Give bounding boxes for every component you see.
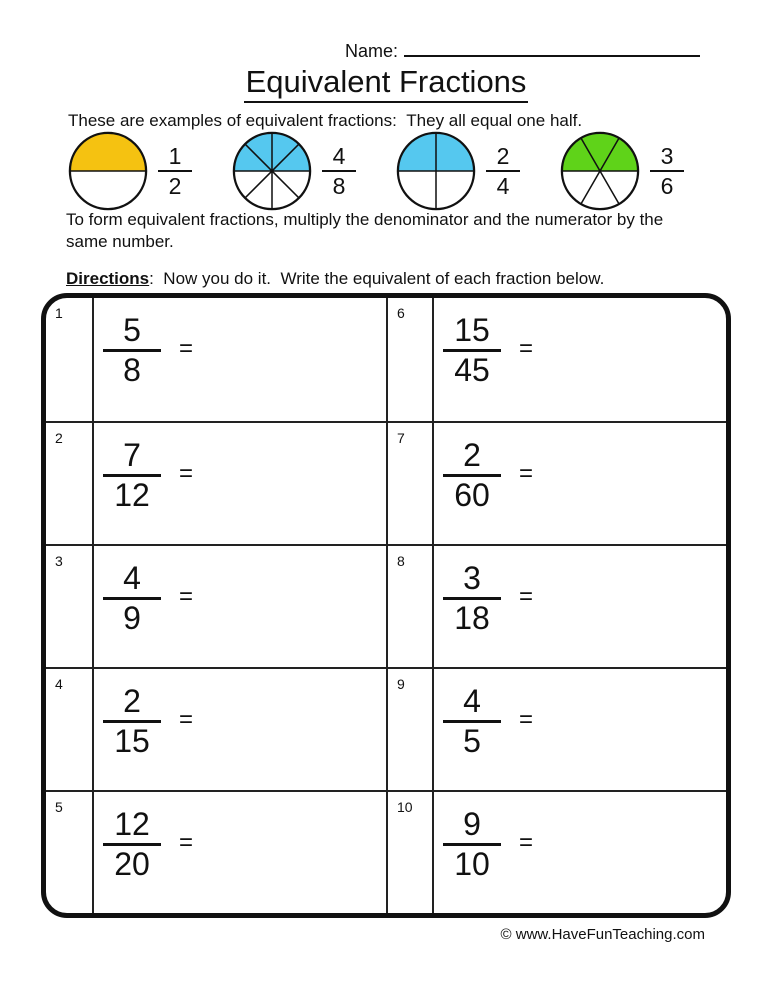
problem-fraction — [103, 806, 161, 883]
fraction-numerator: 5 — [103, 312, 161, 352]
fraction-numerator: 1 — [158, 142, 192, 172]
problem-cell — [434, 546, 726, 667]
equals-sign: = — [179, 335, 194, 362]
fraction-circle-sixths-icon — [560, 131, 640, 211]
table-row — [46, 667, 726, 790]
fraction-numerator: 2 — [486, 142, 520, 172]
fraction-denominator: 2 — [168, 173, 182, 199]
fraction-numerator: 15 — [443, 312, 501, 352]
fraction-denominator: 5 — [463, 723, 481, 759]
fraction-denominator: 4 — [496, 173, 510, 199]
problem-cell — [94, 792, 386, 913]
name-blank-line — [404, 38, 700, 57]
equals-sign: = — [519, 460, 534, 487]
equals-sign: = — [519, 829, 534, 856]
problem-cell — [434, 298, 726, 421]
example-three-sixths — [560, 131, 684, 211]
fraction-numerator: 2 — [103, 683, 161, 723]
problem-number: 10 — [386, 792, 434, 913]
problems-table — [41, 293, 731, 918]
fraction-denominator: 10 — [454, 846, 490, 882]
fraction-circle-quarters-icon — [396, 131, 476, 211]
problem-cell — [434, 669, 726, 790]
fraction-denominator: 18 — [454, 600, 490, 636]
problem-cell — [434, 792, 726, 913]
name-label: Name: — [344, 41, 398, 61]
fraction-numerator: 4 — [103, 560, 161, 600]
example-one-half — [68, 131, 192, 211]
problem-cell — [94, 423, 386, 544]
problem-number: 6 — [386, 298, 434, 421]
problem-number: 1 — [46, 298, 94, 421]
directions-label: Directions — [66, 269, 150, 288]
problem-fraction — [443, 312, 501, 389]
fraction-numerator: 3 — [443, 560, 501, 600]
problem-cell — [434, 423, 726, 544]
table-row — [46, 790, 726, 913]
fraction-denominator: 20 — [114, 846, 150, 882]
fraction-denominator: 9 — [123, 600, 141, 636]
problem-number: 3 — [46, 546, 94, 667]
fraction-denominator: 60 — [454, 477, 490, 513]
fraction-denominator: 45 — [454, 352, 490, 388]
problem-fraction — [103, 683, 161, 760]
table-row — [46, 544, 726, 667]
directions-text: : Now you do it. Write the equivalent of each fraction below. — [149, 269, 605, 288]
table-row — [46, 421, 726, 544]
fraction-numerator: 7 — [103, 437, 161, 477]
problem-fraction — [103, 312, 161, 389]
problem-cell — [94, 298, 386, 421]
problem-number: 7 — [386, 423, 434, 544]
equals-sign: = — [519, 583, 534, 610]
fraction-label — [158, 142, 192, 200]
problem-cell — [94, 669, 386, 790]
name-row — [0, 38, 700, 62]
equals-sign: = — [179, 829, 194, 856]
fraction-numerator: 4 — [322, 142, 356, 172]
fraction-circle-eighths-icon — [232, 131, 312, 211]
equals-sign: = — [179, 583, 194, 610]
fraction-label — [322, 142, 356, 200]
problem-number: 8 — [386, 546, 434, 667]
problem-fraction — [443, 806, 501, 883]
fraction-denominator: 15 — [114, 723, 150, 759]
equals-sign: = — [179, 460, 194, 487]
fraction-numerator: 2 — [443, 437, 501, 477]
instruction-text: To form equivalent fractions, multiply the denominator and the numerator by the same number. — [66, 210, 664, 251]
fraction-numerator: 4 — [443, 683, 501, 723]
equals-sign: = — [519, 706, 534, 733]
problem-number: 2 — [46, 423, 94, 544]
fraction-numerator: 12 — [103, 806, 161, 846]
problem-fraction — [103, 437, 161, 514]
problem-number: 4 — [46, 669, 94, 790]
problem-fraction — [443, 437, 501, 514]
page-title: Equivalent Fractions — [244, 64, 529, 103]
fraction-circle-halves-icon — [68, 131, 148, 211]
problem-number: 5 — [46, 792, 94, 913]
fraction-numerator: 9 — [443, 806, 501, 846]
example-two-fourths — [396, 131, 520, 211]
problem-cell — [94, 546, 386, 667]
fraction-denominator: 8 — [332, 173, 346, 199]
fraction-numerator: 3 — [650, 142, 684, 172]
example-fractions-row — [68, 131, 684, 211]
equals-sign: = — [519, 335, 534, 362]
fraction-label — [486, 142, 520, 200]
fraction-denominator: 6 — [660, 173, 674, 199]
intro-text: These are examples of equivalent fractions: They all equal one half. — [68, 111, 583, 130]
equals-sign: = — [179, 706, 194, 733]
problem-number: 9 — [386, 669, 434, 790]
fraction-denominator: 12 — [114, 477, 150, 513]
problem-fraction — [103, 560, 161, 637]
fraction-denominator: 8 — [123, 352, 141, 388]
problem-fraction — [443, 560, 501, 637]
example-four-eighths — [232, 131, 356, 211]
fraction-label — [650, 142, 684, 200]
table-row — [46, 298, 726, 421]
copyright-footer: © www.HaveFunTeaching.com — [500, 926, 705, 943]
directions-line — [66, 269, 706, 289]
problem-fraction — [443, 683, 501, 760]
